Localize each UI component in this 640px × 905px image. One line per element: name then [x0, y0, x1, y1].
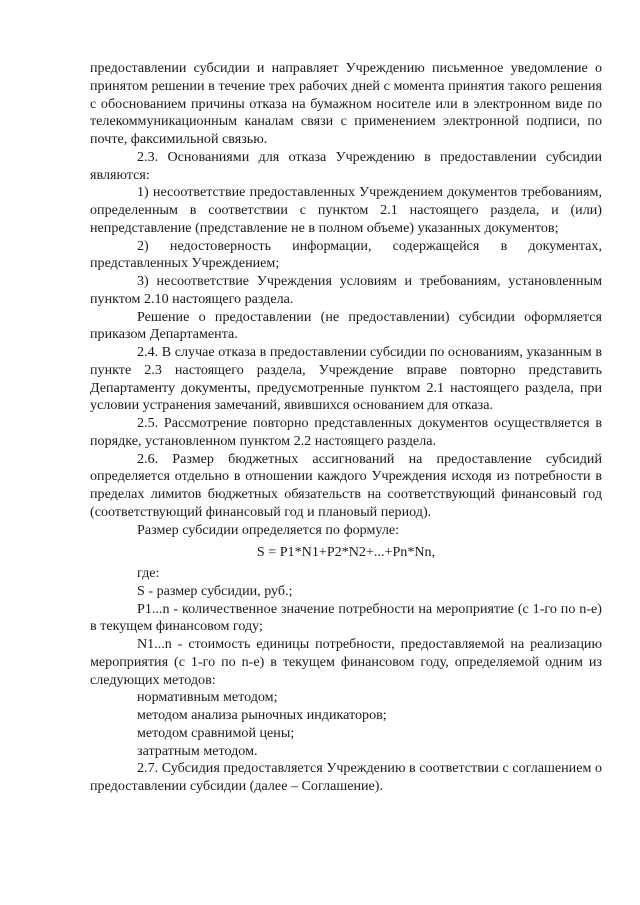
document-page	[90, 60, 602, 796]
paragraph-2-3-item-3: 3) несоответствие Учреждения условиям и требованиям, установленным пунктом 2.10 настоящего раздела.	[90, 273, 602, 307]
paragraph-2-3-item-2: 2) недостоверность информации, содержащейся в документах, представленных Учреждением;	[90, 237, 602, 272]
paragraph-2-7: 2.7. Субсидия предоставляется Учреждению в соответствии с соглашением о предоставлении субсидии (далее – Соглашение).	[90, 760, 602, 794]
formula: S = P1*N1+P2*N2+...+Pn*Nn,	[256, 544, 436, 561]
paragraph-decision: Решение о предоставлении (не предоставлении) субсидии оформляется приказом Департамента.	[90, 308, 602, 343]
paragraph-2-5: 2.5. Рассмотрение повторно представленных документов осуществляется в порядке, установленном пунктом 2.2 настоящего раздела.	[90, 415, 602, 449]
definition-s: S - размер субсидии, руб.;	[137, 582, 293, 599]
definition-n: N1...n - стоимость единицы потребности, предоставляемой на реализацию мероприятия (с 1-го по n-е) в текущем финансовом году, определяемой одним из следующих методов:	[90, 636, 602, 688]
paragraph-continuation: предоставлении субсидии и направляет Учреждению письменное уведомление о принятом решении в течение трех рабочих дней с момента принятия такого решения с обоснованием причины отказа на бумажном носителе или в электронном виде по телекоммуникационным каналам связи с применением электронной подписи, по почте, факсимильной связью.	[90, 60, 602, 147]
paragraph-2-3: 2.3. Основаниями для отказа Учреждению в предоставлении субсидии являются:	[90, 148, 602, 183]
method-market: методом анализа рыночных индикаторов;	[137, 707, 387, 723]
paragraph-2-3-item-1: 1) несоответствие предоставленных Учреждением документов требованиям, определенным в соответствии с пунктом 2.1 настоящего раздела, и (или) непредставление (представление не в полном объеме) указанных документов;	[90, 184, 602, 236]
definition-p: P1...n - количественное значение потребности на мероприятие (с 1-го по n-е) в текущем финансовом году;	[90, 600, 602, 635]
method-comparable: методом сравнимой цены;	[137, 724, 295, 741]
method-cost: затратным методом.	[137, 742, 258, 759]
paragraph-where: где:	[137, 565, 160, 581]
paragraph-2-6: 2.6. Размер бюджетных ассигнований на предоставление субсидий определяется отдельно в отношении каждого Учреждения исходя из потребности в пределах лимитов бюджетных обязательств на соответствующий финансовый год (соответствующий финансовый год и плановый период).	[90, 450, 602, 520]
method-normative: нормативным методом;	[137, 689, 278, 706]
paragraph-2-4: 2.4. В случае отказа в предоставлении субсидии по основаниям, указанным в пункте 2.3 настоящего раздела, Учреждение вправе повторно представить Департаменту документы, предусмотренные пунктом 2.1 настоящего раздела, при условии устранения замечаний, явившихся основанием для отказа.	[90, 344, 602, 414]
paragraph-formula-intro: Размер субсидии определяется по формуле:	[137, 521, 400, 538]
